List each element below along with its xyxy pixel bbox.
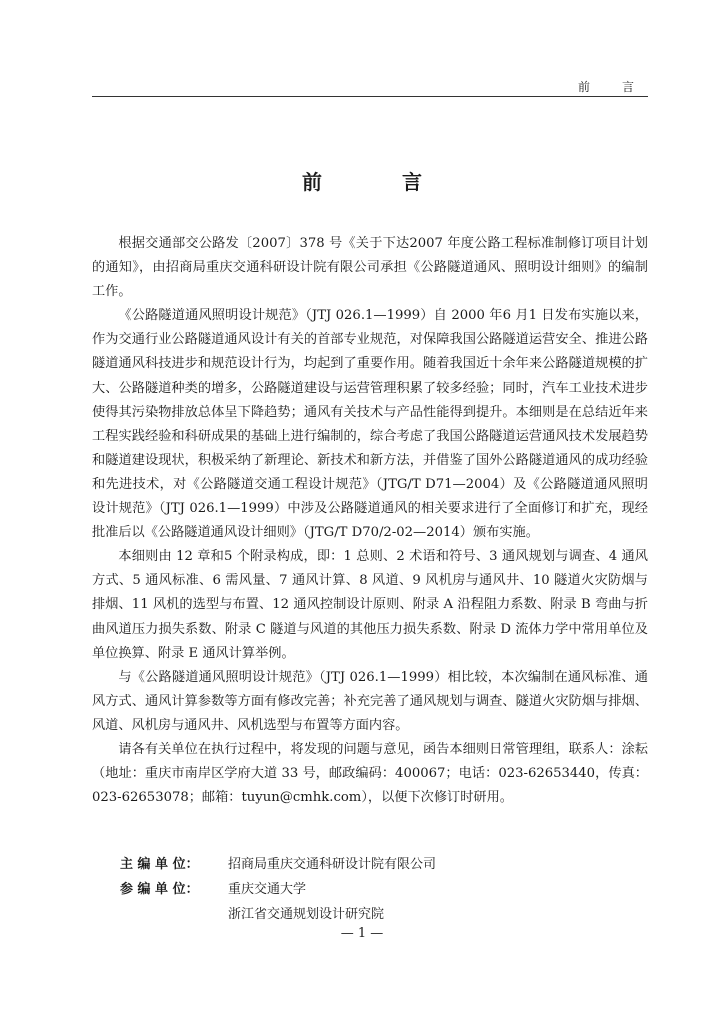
- paragraph-5: 请各有关单位在执行过程中，将发现的问题与意见，函告本细则日常管理组，联系人：涂耘（地址：重庆市南岸区学府大道 33 号，邮政编码：400067；电话：023-62653440，传真：023-62653078；邮箱：tuyun@cmhk.com），以便下次修订时研用。: [92, 741, 648, 806]
- paragraph-3: 本细则由 12 章和5 个附录构成，即：1 总则、2 术语和符号、3 通风规划与调查、4 通风方式、5 通风标准、6 需风量、7 通风计算、8 风道、9 风机房与通风井、10 隧道火灾防烟与排烟、11 风机的选型与布置、12 通风控制设计原则、附录 A 沿程阻力系数、附录 B 弯曲与折曲风道压力损失系数、附录 C 隧道与风道的其他压力损失系数、附录 D 流体力学中常用单位及单位换算、附录 E 通风计算举例。: [92, 549, 648, 661]
- paragraph-4: 与《公路隧道通风照明设计规范》（JTJ 026.1—1999）相比较，本次编制在通风标准、通风方式、通风计算参数等方面有修改完善；补充完善了通风规划与调查、隧道火灾防烟与排烟、风道、风机房与通风井、风机选型与布置等方面内容。: [92, 669, 648, 733]
- page-title: 前 言: [302, 170, 452, 194]
- chief-editor-label: 主 编 单 位：: [120, 857, 199, 872]
- page-number: — 1 —: [340, 926, 384, 941]
- credits: [120, 852, 436, 927]
- running-header: 前 言: [577, 80, 644, 94]
- header-divider: [92, 96, 648, 97]
- chief-editor-row: [120, 852, 436, 877]
- paragraph-1: 根据交通部交公路发〔2007〕378 号《关于下达2007 年度公路工程标准制修订项目计划的通知》，由招商局重庆交通科研设计院有限公司承担《公路隧道通风、照明设计细则》的编制工作。: [92, 236, 648, 300]
- co-editor-value-1: 重庆交通大学: [228, 882, 307, 897]
- co-editor-value-2: 浙江省交通规划设计研究院: [228, 907, 385, 922]
- chief-editor-value: 招商局重庆交通科研设计院有限公司: [228, 857, 437, 872]
- co-editor-row: [120, 877, 436, 902]
- co-editor-label: 参 编 单 位：: [120, 882, 199, 897]
- paragraph-2: 《公路隧道通风照明设计规范》（JTJ 026.1—1999）自 2000 年6 月1 日发布实施以来，作为交通行业公路隧道通风设计有关的首部专业规范，对保障我国公路隧道运营安全、推进公路隧道通风科技进步和规范设计行为，均起到了重要作用。随着我国近十余年来公路隧道规模的扩大、公路隧道种类的增多，公路隧道建设与运营管理积累了较多经验；同时，汽车工业技术进步使得其污染物排放总体呈下降趋势；通风有关技术与产品性能得到提升。本细则是在总结近年来工程实践经验和科研成果的基础上进行编制的，综合考虑了我国公路隧道运营通风技术发展趋势和隧道建设现状，积极采纳了新理论、新技术和新方法，并借鉴了国外公路隧道通风的成功经验和先进技术，对《公路隧道交通工程设计规范》（JTG/T D71—2004）及《公路隧道通风照明设计规范》（JTJ 026.1—1999）中涉及公路隧道通风的相关要求进行了全面修订和扩充，现经批准后以《公路隧道通风设计细则》（JTG/T D70/2-02—2014）颁布实施。: [92, 308, 648, 541]
- body-text: [92, 232, 648, 810]
